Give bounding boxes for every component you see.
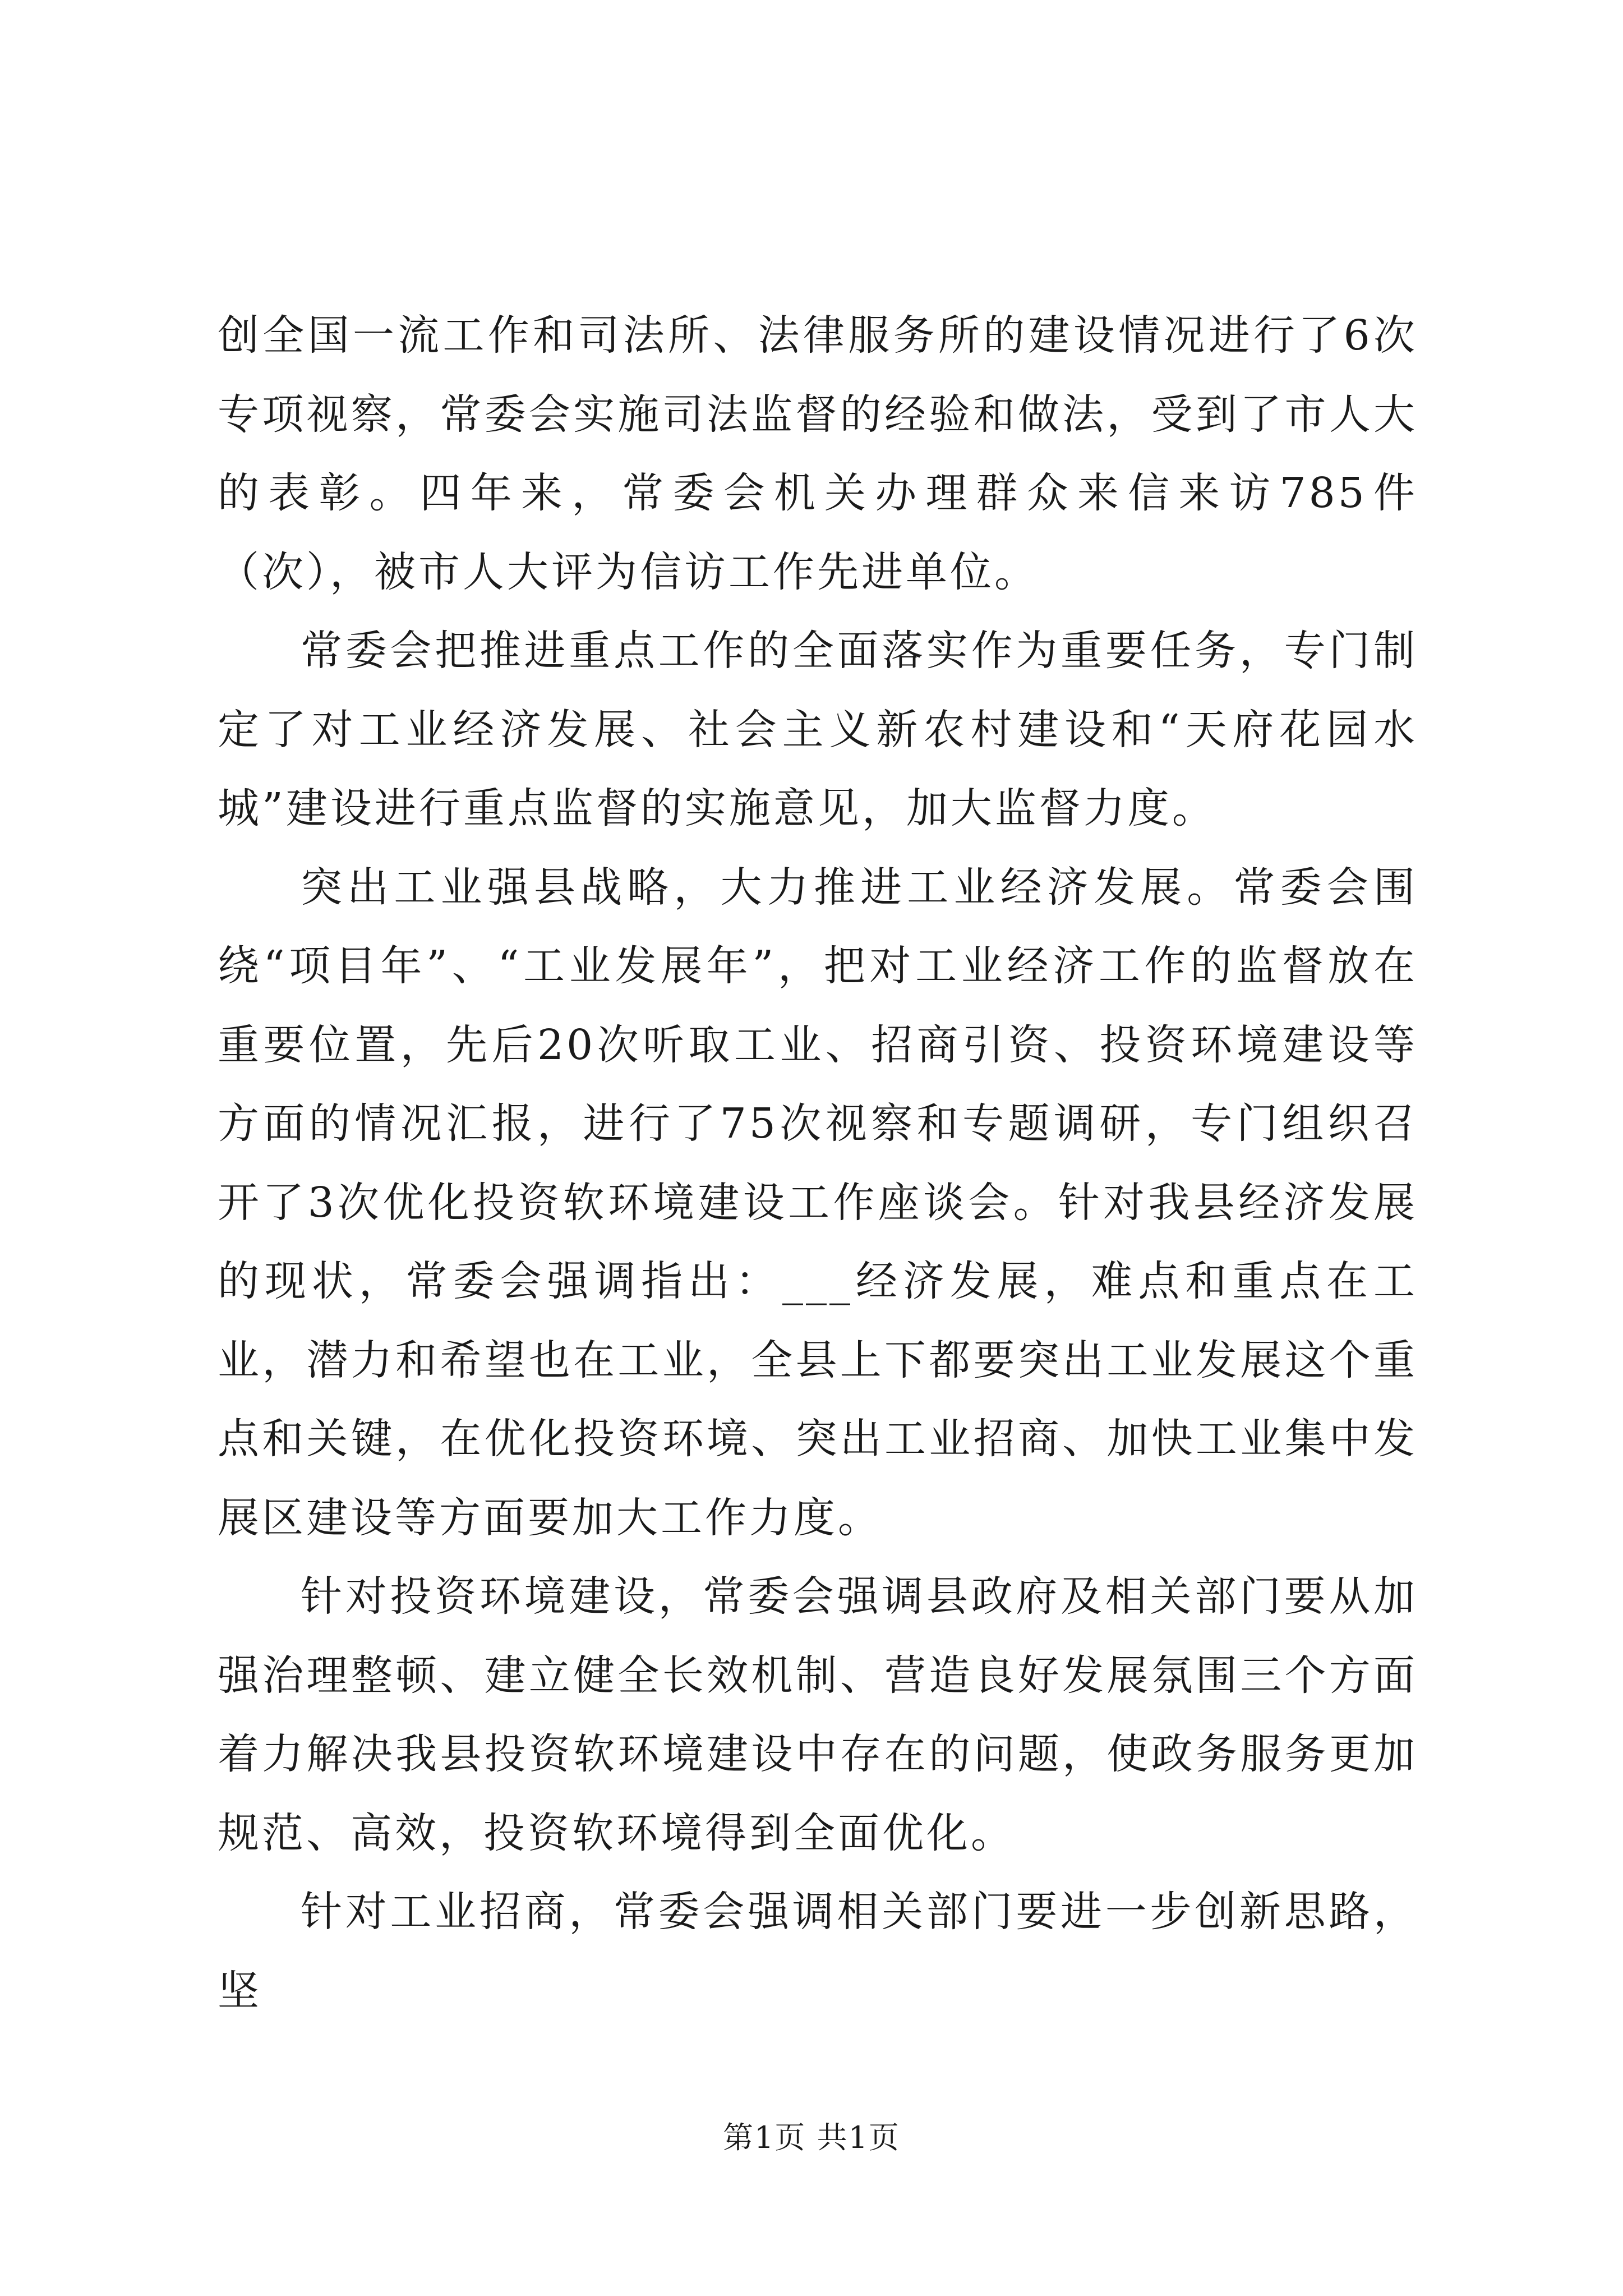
paragraph: 突出工业强县战略，大力推进工业经济发展。常委会围绕“项目年”、“工业发展年”，把对工业经济工作的监督放在重要位置，先后20次听取工业、招商引资、投资环境建设等方面的情况汇报，进行了75次视察和专题调研，专门组织召开了3次优化投资软环境建设工作座谈会。针对我县经济发展的现状，常委会强调指出：___经济发展，难点和重点在工业，潜力和希望也在工业，全县上下都要突出工业发展这个重点和关键，在优化投资环境、突出工业招商、加快工业集中发展区建设等方面要加大工作力度。 bbox=[218, 863, 1418, 1542]
paragraph-continued: 创全国一流工作和司法所、法律服务所的建设情况进行了6次专项视察，常委会实施司法监督的经验和做法，受到了市人大的表彰。四年来，常委会机关办理群众来信来访785件（次），被市人大评为信访工作先进单位。 bbox=[218, 311, 1418, 596]
paragraph: 针对投资环境建设，常委会强调县政府及相关部门要从加强治理整顿、建立健全长效机制、营造良好发展氛围三个方面着力解决我县投资软环境建设中存在的问题，使政务服务更加规范、高效，投资软环境得到全面优化。 bbox=[218, 1572, 1418, 1857]
paragraph: 常委会把推进重点工作的全面落实作为重要任务，专门制定了对工业经济发展、社会主义新农村建设和“天府花园水城”建设进行重点监督的实施意见，加大监督力度。 bbox=[218, 627, 1418, 832]
page-footer: 第1页 共1页 bbox=[723, 2120, 900, 2155]
paragraph: 针对工业招商，常委会强调相关部门要进一步创新思路，坚 bbox=[218, 1888, 1418, 2015]
document-body bbox=[218, 296, 1418, 2030]
